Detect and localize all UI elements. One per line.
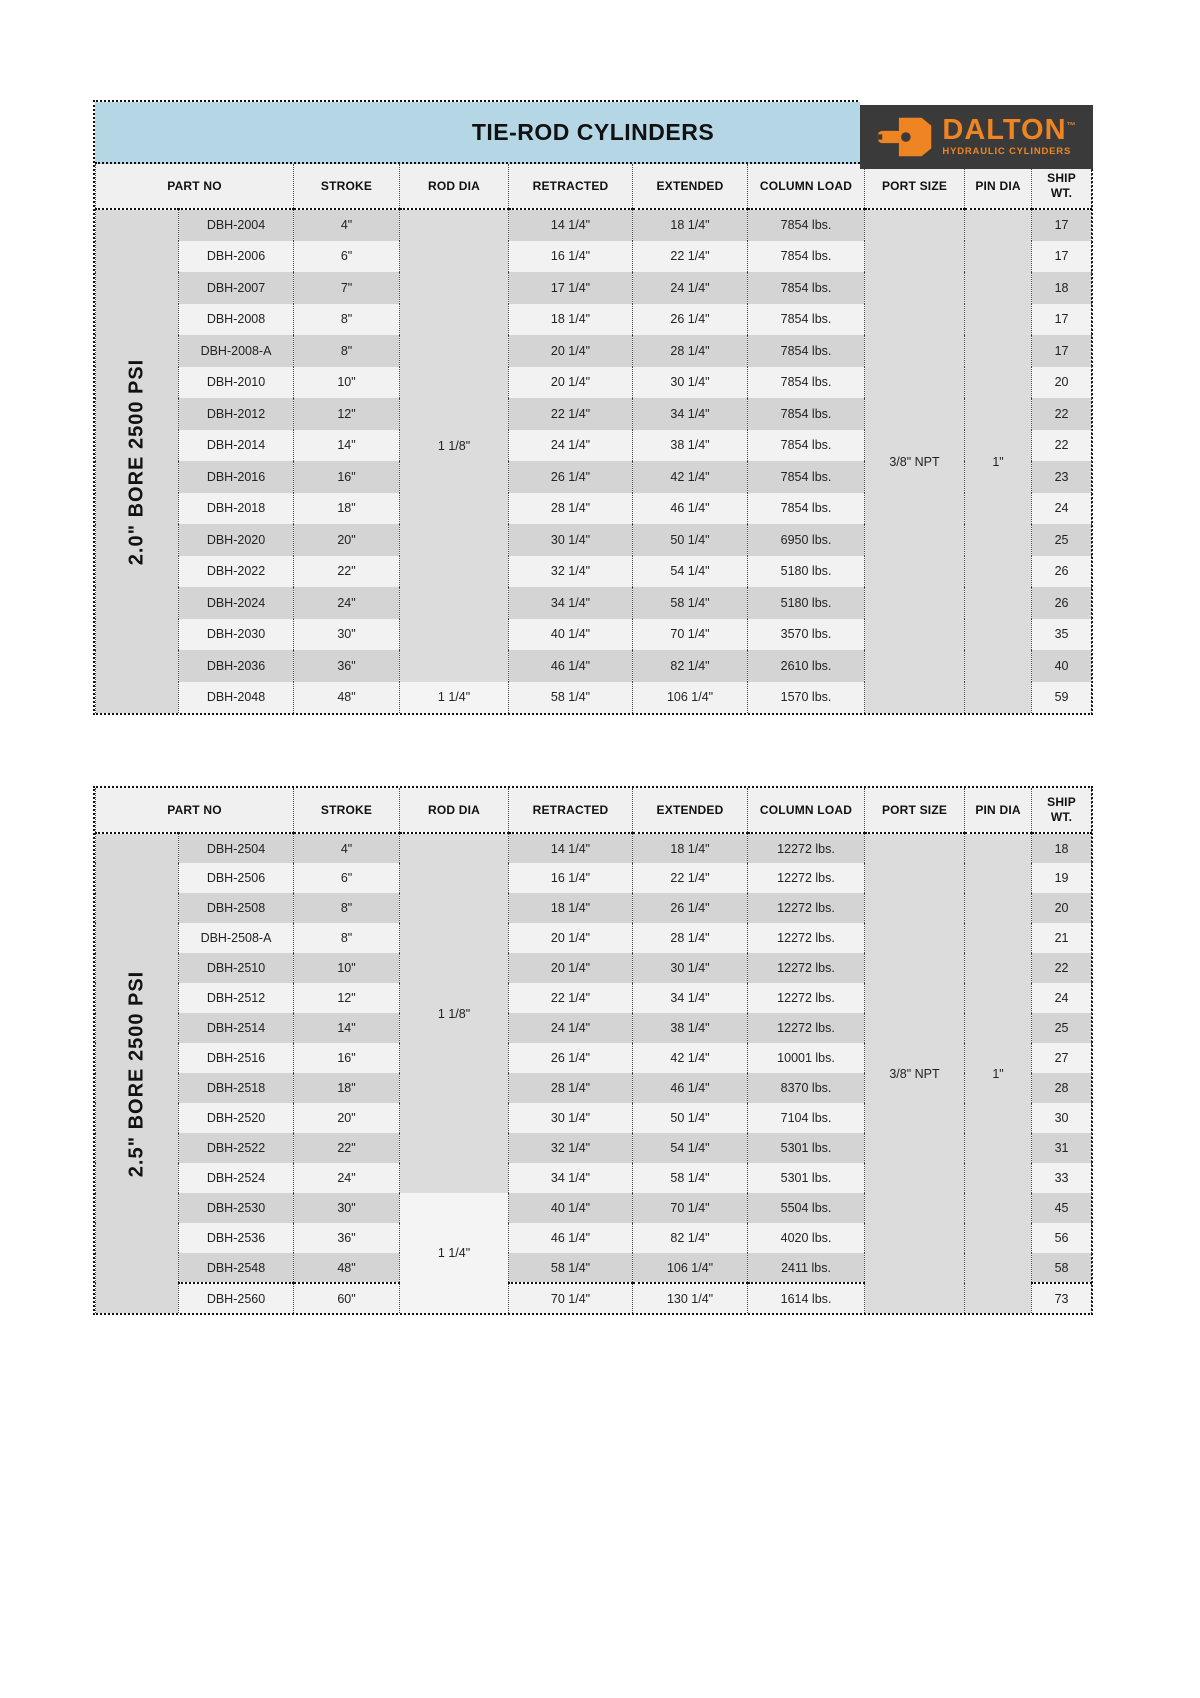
- ship-wt-cell: 25: [1032, 524, 1092, 556]
- extended-cell: 106 1/4": [633, 682, 748, 714]
- stroke-cell: 18": [294, 493, 400, 525]
- extended-cell: 34 1/4": [633, 398, 748, 430]
- retracted-cell: 22 1/4": [509, 983, 633, 1013]
- ship-wt-cell: 26: [1032, 556, 1092, 588]
- extended-cell: 28 1/4": [633, 335, 748, 367]
- title-bar: [95, 102, 1091, 164]
- column-load-cell: 7854 lbs.: [748, 493, 865, 525]
- ship-wt-cell: 19: [1032, 863, 1092, 893]
- retracted-cell: 18 1/4": [509, 304, 633, 336]
- column-load-cell: 7854 lbs.: [748, 367, 865, 399]
- table-row: [96, 209, 1092, 241]
- extended-cell: 82 1/4": [633, 650, 748, 682]
- extended-cell: 22 1/4": [633, 863, 748, 893]
- column-load-cell: 7854 lbs.: [748, 461, 865, 493]
- part-no-cell: DBH-2508-A: [179, 923, 294, 953]
- part-no-cell: DBH-2004: [179, 209, 294, 241]
- retracted-cell: 20 1/4": [509, 953, 633, 983]
- ship-wt-cell: 33: [1032, 1163, 1092, 1193]
- retracted-cell: 26 1/4": [509, 461, 633, 493]
- extended-cell: 38 1/4": [633, 1013, 748, 1043]
- ship-wt-cell: 56: [1032, 1223, 1092, 1253]
- col-header-retracted: RETRACTED: [509, 164, 633, 209]
- extended-cell: 18 1/4": [633, 833, 748, 863]
- stroke-cell: 22": [294, 556, 400, 588]
- retracted-cell: 17 1/4": [509, 272, 633, 304]
- col-header-extended: EXTENDED: [633, 788, 748, 833]
- stroke-cell: 36": [294, 1223, 400, 1253]
- stroke-cell: 18": [294, 1073, 400, 1103]
- column-load-cell: 1570 lbs.: [748, 682, 865, 714]
- extended-cell: 34 1/4": [633, 983, 748, 1013]
- extended-cell: 26 1/4": [633, 893, 748, 923]
- part-no-cell: DBH-2022: [179, 556, 294, 588]
- retracted-cell: 16 1/4": [509, 241, 633, 273]
- trademark-symbol: ™: [1066, 120, 1076, 131]
- stroke-cell: 36": [294, 650, 400, 682]
- column-load-cell: 12272 lbs.: [748, 863, 865, 893]
- logo-text: [942, 113, 1076, 158]
- part-no-cell: DBH-2518: [179, 1073, 294, 1103]
- retracted-cell: 58 1/4": [509, 682, 633, 714]
- part-no-cell: DBH-2516: [179, 1043, 294, 1073]
- column-load-cell: 3570 lbs.: [748, 619, 865, 651]
- part-no-cell: DBH-2016: [179, 461, 294, 493]
- retracted-cell: 70 1/4": [509, 1283, 633, 1313]
- bore-label-cell: [96, 209, 179, 713]
- extended-cell: 70 1/4": [633, 1193, 748, 1223]
- stroke-cell: 22": [294, 1133, 400, 1163]
- extended-cell: 70 1/4": [633, 619, 748, 651]
- retracted-cell: 28 1/4": [509, 493, 633, 525]
- bore-label-cell: [96, 833, 179, 1313]
- stroke-cell: 14": [294, 430, 400, 462]
- column-load-cell: 7854 lbs.: [748, 430, 865, 462]
- stroke-cell: 12": [294, 983, 400, 1013]
- spec-table-2-0-bore: [95, 164, 1092, 713]
- column-load-cell: 4020 lbs.: [748, 1223, 865, 1253]
- column-load-cell: 7104 lbs.: [748, 1103, 865, 1133]
- stroke-cell: 48": [294, 1253, 400, 1283]
- part-no-cell: DBH-2018: [179, 493, 294, 525]
- stroke-cell: 7": [294, 272, 400, 304]
- column-load-cell: 12272 lbs.: [748, 1013, 865, 1043]
- stroke-cell: 4": [294, 209, 400, 241]
- extended-cell: 30 1/4": [633, 367, 748, 399]
- column-load-cell: 12272 lbs.: [748, 983, 865, 1013]
- stroke-cell: 16": [294, 461, 400, 493]
- extended-cell: 42 1/4": [633, 461, 748, 493]
- retracted-cell: 30 1/4": [509, 524, 633, 556]
- part-no-cell: DBH-2506: [179, 863, 294, 893]
- retracted-cell: 32 1/4": [509, 556, 633, 588]
- ship-wt-cell: 26: [1032, 587, 1092, 619]
- stroke-cell: 8": [294, 923, 400, 953]
- ship-wt-cell: 35: [1032, 619, 1092, 651]
- extended-cell: 42 1/4": [633, 1043, 748, 1073]
- col-header-rod-dia: ROD DIA: [400, 164, 509, 209]
- rod-dia-cell: 1 1/8": [400, 209, 509, 682]
- ship-wt-cell: 58: [1032, 1253, 1092, 1283]
- extended-cell: 30 1/4": [633, 953, 748, 983]
- ship-wt-cell: 17: [1032, 209, 1092, 241]
- retracted-cell: 46 1/4": [509, 1223, 633, 1253]
- col-header-column-load: COLUMN LOAD: [748, 164, 865, 209]
- part-no-cell: DBH-2520: [179, 1103, 294, 1133]
- stroke-cell: 24": [294, 587, 400, 619]
- col-header-stroke: STROKE: [294, 788, 400, 833]
- ship-wt-cell: 45: [1032, 1193, 1092, 1223]
- extended-cell: 106 1/4": [633, 1253, 748, 1283]
- part-no-cell: DBH-2010: [179, 367, 294, 399]
- stroke-cell: 20": [294, 524, 400, 556]
- col-header-pin-dia: PIN DIA: [965, 164, 1032, 209]
- extended-cell: 82 1/4": [633, 1223, 748, 1253]
- col-header-part-no: PART NO: [96, 164, 294, 209]
- column-load-cell: 7854 lbs.: [748, 272, 865, 304]
- col-header-part-no: PART NO: [96, 788, 294, 833]
- port-size-cell: 3/8" NPT: [865, 209, 965, 713]
- retracted-cell: 24 1/4": [509, 430, 633, 462]
- column-load-cell: 5504 lbs.: [748, 1193, 865, 1223]
- spec-table-2-5-bore: [95, 788, 1092, 1313]
- column-load-cell: 12272 lbs.: [748, 953, 865, 983]
- part-no-cell: DBH-2006: [179, 241, 294, 273]
- part-no-cell: DBH-2008: [179, 304, 294, 336]
- part-no-cell: DBH-2048: [179, 682, 294, 714]
- part-no-cell: DBH-2530: [179, 1193, 294, 1223]
- stroke-cell: 60": [294, 1283, 400, 1313]
- pin-dia-cell: 1": [965, 833, 1032, 1313]
- ship-wt-cell: 22: [1032, 953, 1092, 983]
- ship-wt-cell: 24: [1032, 493, 1092, 525]
- extended-cell: 38 1/4": [633, 430, 748, 462]
- ship-wt-cell: 20: [1032, 367, 1092, 399]
- part-no-cell: DBH-2014: [179, 430, 294, 462]
- extended-cell: 24 1/4": [633, 272, 748, 304]
- retracted-cell: 24 1/4": [509, 1013, 633, 1043]
- stroke-cell: 6": [294, 863, 400, 893]
- column-load-cell: 12272 lbs.: [748, 923, 865, 953]
- column-load-cell: 6950 lbs.: [748, 524, 865, 556]
- retracted-cell: 58 1/4": [509, 1253, 633, 1283]
- column-load-cell: 7854 lbs.: [748, 398, 865, 430]
- ship-wt-cell: 25: [1032, 1013, 1092, 1043]
- table-header: [96, 164, 1092, 209]
- column-load-cell: 1614 lbs.: [748, 1283, 865, 1313]
- col-header-port-size: PORT SIZE: [865, 788, 965, 833]
- retracted-cell: 18 1/4": [509, 893, 633, 923]
- column-load-cell: 7854 lbs.: [748, 335, 865, 367]
- part-no-cell: DBH-2008-A: [179, 335, 294, 367]
- extended-cell: 22 1/4": [633, 241, 748, 273]
- col-header-retracted: RETRACTED: [509, 788, 633, 833]
- ship-wt-cell: 22: [1032, 398, 1092, 430]
- ship-wt-cell: 22: [1032, 430, 1092, 462]
- retracted-cell: 14 1/4": [509, 833, 633, 863]
- part-no-cell: DBH-2030: [179, 619, 294, 651]
- ship-wt-cell: 18: [1032, 833, 1092, 863]
- column-load-cell: 7854 lbs.: [748, 304, 865, 336]
- retracted-cell: 20 1/4": [509, 367, 633, 399]
- rod-dia-cell: 1 1/4": [400, 682, 509, 714]
- extended-cell: 54 1/4": [633, 1133, 748, 1163]
- extended-cell: 130 1/4": [633, 1283, 748, 1313]
- dalton-logo: [860, 105, 1093, 169]
- ship-wt-cell: 28: [1032, 1073, 1092, 1103]
- part-no-cell: DBH-2512: [179, 983, 294, 1013]
- column-load-cell: 7854 lbs.: [748, 241, 865, 273]
- spec-panel-2-5-bore: [93, 786, 1093, 1315]
- part-no-cell: DBH-2020: [179, 524, 294, 556]
- stroke-cell: 16": [294, 1043, 400, 1073]
- extended-cell: 58 1/4": [633, 587, 748, 619]
- col-header-pin-dia: PIN DIA: [965, 788, 1032, 833]
- stroke-cell: 48": [294, 682, 400, 714]
- extended-cell: 26 1/4": [633, 304, 748, 336]
- col-header-rod-dia: ROD DIA: [400, 788, 509, 833]
- retracted-cell: 34 1/4": [509, 1163, 633, 1193]
- stroke-cell: 30": [294, 1193, 400, 1223]
- table-header: [96, 788, 1092, 833]
- part-no-cell: DBH-2504: [179, 833, 294, 863]
- rod-dia-cell: 1 1/4": [400, 1193, 509, 1313]
- ship-wt-cell: 27: [1032, 1043, 1092, 1073]
- column-load-cell: 5180 lbs.: [748, 556, 865, 588]
- stroke-cell: 8": [294, 335, 400, 367]
- extended-cell: 58 1/4": [633, 1163, 748, 1193]
- bore-label: 2.5" BORE 2500 PSI: [125, 970, 148, 1177]
- part-no-cell: DBH-2012: [179, 398, 294, 430]
- page-title: TIE-ROD CYLINDERS: [471, 118, 715, 145]
- pin-dia-cell: 1": [965, 209, 1032, 713]
- retracted-cell: 22 1/4": [509, 398, 633, 430]
- part-no-cell: DBH-2536: [179, 1223, 294, 1253]
- retracted-cell: 14 1/4": [509, 209, 633, 241]
- retracted-cell: 32 1/4": [509, 1133, 633, 1163]
- column-load-cell: 12272 lbs.: [748, 893, 865, 923]
- bore-label: 2.0" BORE 2500 PSI: [125, 358, 148, 565]
- logo-brand: DALTON™: [942, 113, 1076, 146]
- part-no-cell: DBH-2560: [179, 1283, 294, 1313]
- ship-wt-cell: 40: [1032, 650, 1092, 682]
- ship-wt-cell: 18: [1032, 272, 1092, 304]
- column-load-cell: 8370 lbs.: [748, 1073, 865, 1103]
- retracted-cell: 40 1/4": [509, 619, 633, 651]
- ship-wt-cell: 17: [1032, 335, 1092, 367]
- extended-cell: 18 1/4": [633, 209, 748, 241]
- logo-tagline: HYDRAULIC CYLINDERS: [942, 146, 1072, 158]
- hydraulic-cylinder-icon: [877, 116, 933, 158]
- col-header-port-size: PORT SIZE: [865, 164, 965, 209]
- stroke-cell: 24": [294, 1163, 400, 1193]
- ship-wt-cell: 23: [1032, 461, 1092, 493]
- ship-wt-cell: 17: [1032, 241, 1092, 273]
- ship-wt-cell: 30: [1032, 1103, 1092, 1133]
- column-load-cell: 5301 lbs.: [748, 1163, 865, 1193]
- retracted-cell: 40 1/4": [509, 1193, 633, 1223]
- part-no-cell: DBH-2508: [179, 893, 294, 923]
- extended-cell: 50 1/4": [633, 1103, 748, 1133]
- table-row: [96, 833, 1092, 863]
- part-no-cell: DBH-2548: [179, 1253, 294, 1283]
- col-header-ship-wt: SHIP WT.: [1032, 788, 1092, 833]
- stroke-cell: 12": [294, 398, 400, 430]
- stroke-cell: 8": [294, 304, 400, 336]
- part-no-cell: DBH-2036: [179, 650, 294, 682]
- extended-cell: 50 1/4": [633, 524, 748, 556]
- ship-wt-cell: 21: [1032, 923, 1092, 953]
- column-load-cell: 12272 lbs.: [748, 833, 865, 863]
- column-load-cell: 2411 lbs.: [748, 1253, 865, 1283]
- part-no-cell: DBH-2524: [179, 1163, 294, 1193]
- ship-wt-cell: 17: [1032, 304, 1092, 336]
- rod-dia-cell: 1 1/8": [400, 833, 509, 1193]
- stroke-cell: 10": [294, 367, 400, 399]
- table-body: [96, 209, 1092, 713]
- retracted-cell: 34 1/4": [509, 587, 633, 619]
- column-load-cell: 2610 lbs.: [748, 650, 865, 682]
- extended-cell: 46 1/4": [633, 1073, 748, 1103]
- port-size-cell: 3/8" NPT: [865, 833, 965, 1313]
- stroke-cell: 10": [294, 953, 400, 983]
- ship-wt-cell: 24: [1032, 983, 1092, 1013]
- part-no-cell: DBH-2514: [179, 1013, 294, 1043]
- part-no-cell: DBH-2024: [179, 587, 294, 619]
- extended-cell: 46 1/4": [633, 493, 748, 525]
- extended-cell: 28 1/4": [633, 923, 748, 953]
- part-no-cell: DBH-2007: [179, 272, 294, 304]
- spec-panel-2-0-bore: [93, 100, 1093, 715]
- retracted-cell: 26 1/4": [509, 1043, 633, 1073]
- col-header-column-load: COLUMN LOAD: [748, 788, 865, 833]
- ship-wt-cell: 31: [1032, 1133, 1092, 1163]
- retracted-cell: 20 1/4": [509, 335, 633, 367]
- stroke-cell: 14": [294, 1013, 400, 1043]
- stroke-cell: 4": [294, 833, 400, 863]
- ship-wt-cell: 20: [1032, 893, 1092, 923]
- stroke-cell: 20": [294, 1103, 400, 1133]
- extended-cell: 54 1/4": [633, 556, 748, 588]
- retracted-cell: 20 1/4": [509, 923, 633, 953]
- col-header-stroke: STROKE: [294, 164, 400, 209]
- column-load-cell: 5301 lbs.: [748, 1133, 865, 1163]
- stroke-cell: 30": [294, 619, 400, 651]
- col-header-ship-wt: SHIP WT.: [1032, 164, 1092, 209]
- stroke-cell: 8": [294, 893, 400, 923]
- retracted-cell: 28 1/4": [509, 1073, 633, 1103]
- part-no-cell: DBH-2522: [179, 1133, 294, 1163]
- part-no-cell: DBH-2510: [179, 953, 294, 983]
- retracted-cell: 16 1/4": [509, 863, 633, 893]
- column-load-cell: 5180 lbs.: [748, 587, 865, 619]
- ship-wt-cell: 73: [1032, 1283, 1092, 1313]
- retracted-cell: 30 1/4": [509, 1103, 633, 1133]
- column-load-cell: 10001 lbs.: [748, 1043, 865, 1073]
- column-load-cell: 7854 lbs.: [748, 209, 865, 241]
- col-header-extended: EXTENDED: [633, 164, 748, 209]
- ship-wt-cell: 59: [1032, 682, 1092, 714]
- stroke-cell: 6": [294, 241, 400, 273]
- table-body: [96, 833, 1092, 1313]
- retracted-cell: 46 1/4": [509, 650, 633, 682]
